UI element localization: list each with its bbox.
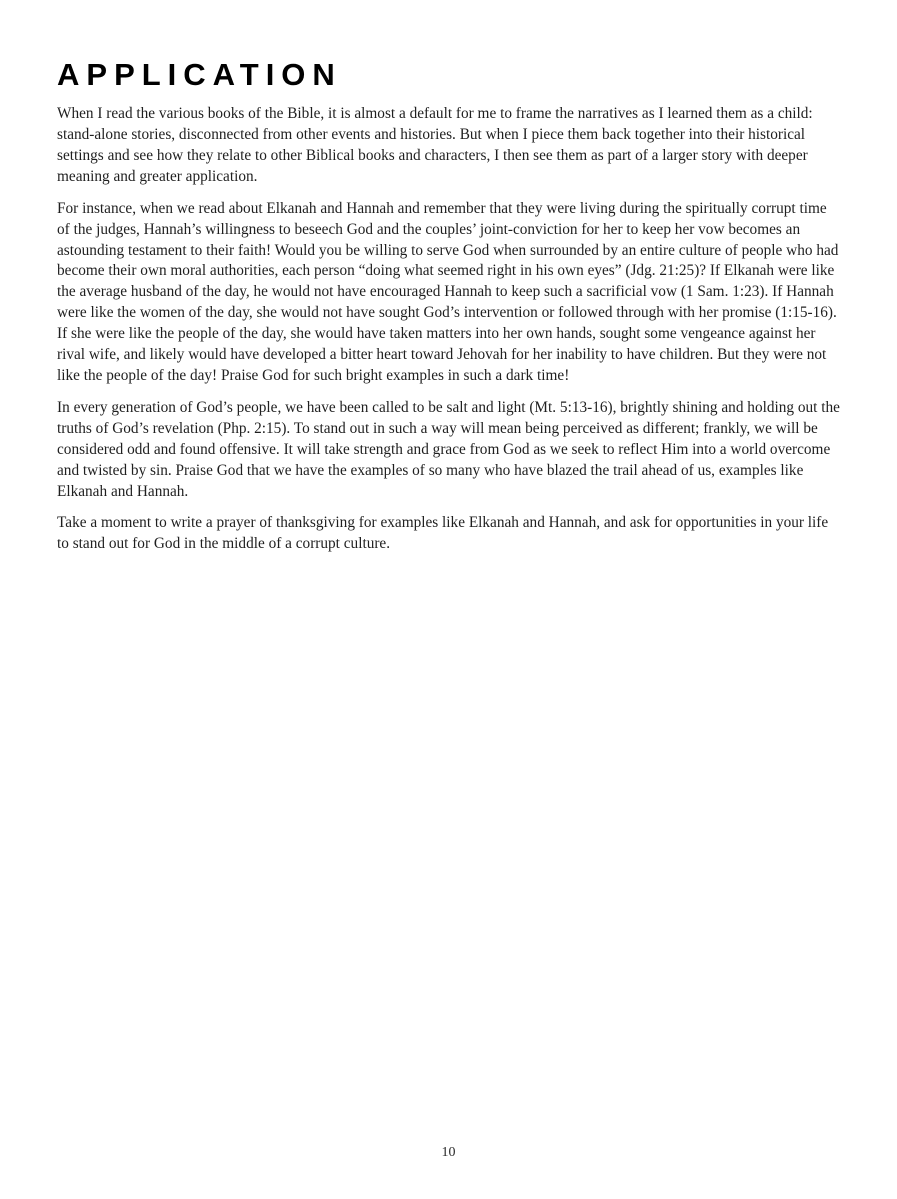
paragraph-2: For instance, when we read about Elkanah and Hannah and remember that they were living during the spiritually corrupt time of the judges, Hannah’s willingness to beseech God and the couples’ joint-conviction for her to keep her vow becomes an astounding testament to their faith! Would you be willing to serve God when surrounded by an entire culture of people who had become their own moral authorities, each person “doing what seemed right in his own eyes” (Jdg. 21:25)? If Elkanah were like the average husband of the day, he would not have encouraged Hannah to keep such a sacrificial vow (1 Sam. 1:23). If Hannah were like the women of the day, she would not have sought God’s intervention or followed through with her promise (1:15-16). If she were like the people of the day, she would have taken matters into her own hands, sought some vengeance against her rival wife, and likely would have developed a bitter heart toward Jehovah for her inability to have children. But they were not like the people of the day! Praise God for such bright examples in such a dark time!: [57, 199, 839, 384]
page-number: 10: [441, 1145, 456, 1160]
section-heading: APPLICATION: [57, 57, 342, 92]
paragraph-4: Take a moment to write a prayer of thanksgiving for examples like Elkanah and Hannah, and ask for opportunities in your life to stand out for God in the middle of a corrupt culture.: [57, 514, 829, 553]
body-text: [57, 104, 843, 555]
page-content: [57, 58, 843, 566]
paragraph-1: When I read the various books of the Bible, it is almost a default for me to frame the narratives as I learned them as a child: stand-alone stories, disconnected from other events and histories. But when I piece them back together into their historical settings and see how they relate to other Biblical books and characters, I then see them as part of a larger story with deeper meaning and greater application.: [57, 105, 813, 185]
paragraph-3: In every generation of God’s people, we have been called to be salt and light (Mt. 5:13-16), brightly shining and holding out the truths of God’s revelation (Php. 2:15). To stand out in such a way will mean being perceived as different; frankly, we will be considered odd and found offensive. It will take strength and grace from God as we seek to reflect Him into a world overcome and twisted by sin. Praise God that we have the examples of so many who have blazed the trail ahead of us, examples like Elkanah and Hannah.: [57, 398, 840, 500]
